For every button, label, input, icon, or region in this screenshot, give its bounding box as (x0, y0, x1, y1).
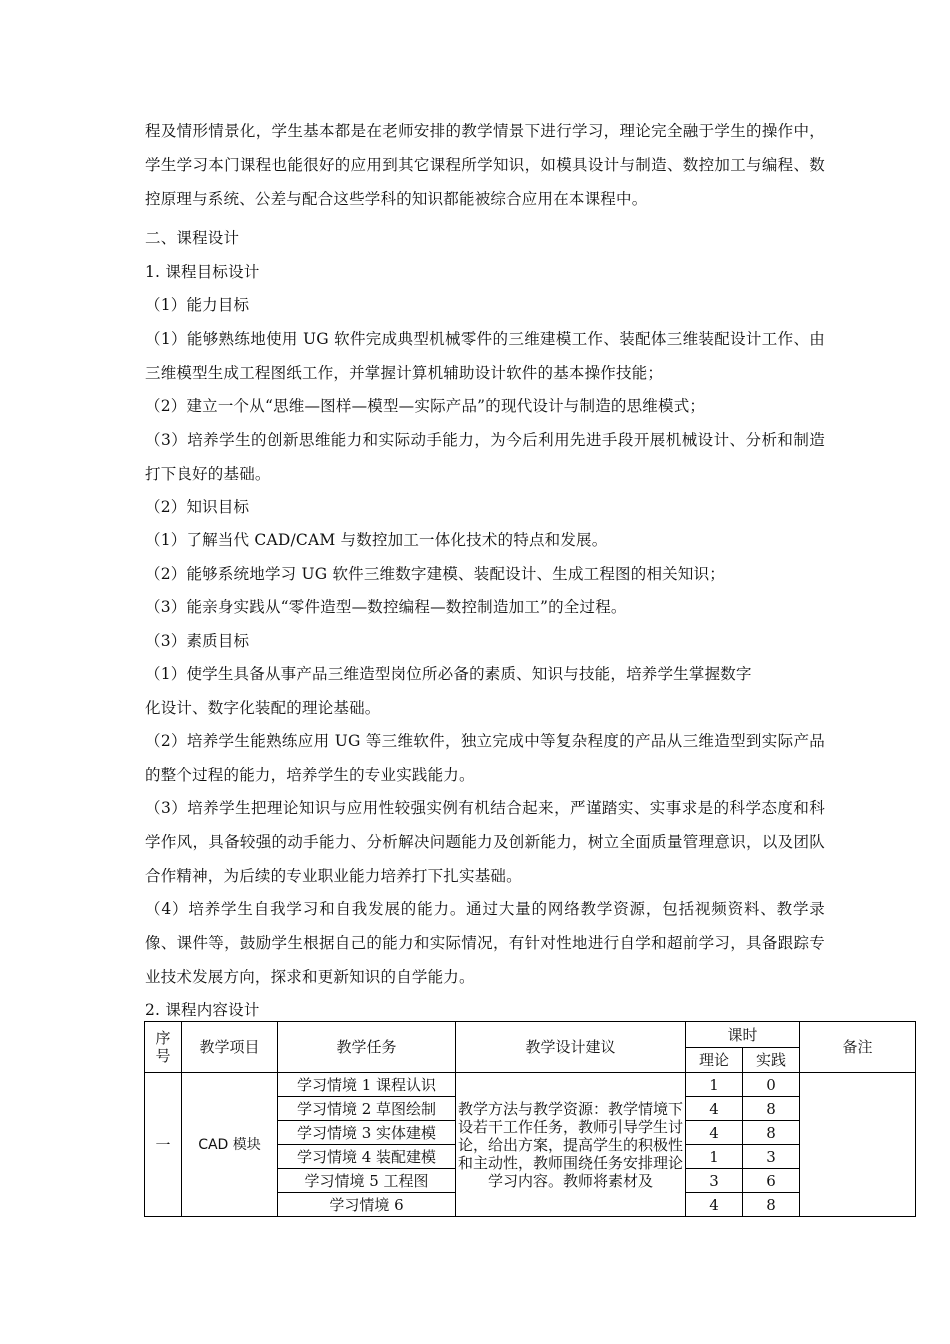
theory-hours: 4 (686, 1121, 743, 1145)
theory-hours: 1 (686, 1145, 743, 1169)
header-seq-line-2: 号 (155, 1047, 171, 1065)
task-cell: 学习情境 3 实体建模 (278, 1121, 456, 1145)
ability-goal-3: （3）培养学生的创新思维能力和实际动手能力，为今后利用先进手段开展机械设计、分析和制造打下良好的基础。 (145, 431, 825, 483)
practice-hours: 3 (743, 1145, 800, 1169)
task-cell: 学习情境 5 工程图 (278, 1169, 456, 1193)
module-seq: 一 (145, 1073, 182, 1217)
quality-goal-1-line-2: 化设计、数字化装配的理论基础。 (145, 699, 381, 717)
heading-knowledge-goals: （2）知识目标 (145, 498, 250, 516)
practice-hours: 6 (743, 1169, 800, 1193)
header-theory: 理论 (686, 1048, 743, 1073)
advice-cell: 教学方法与教学资源：教学情境下设若干工作任务，教师引导学生讨论，给出方案，提高学生的积极性和主动性，教师围绕任务安排理论学习内容。教师将素材及 (456, 1073, 686, 1217)
quality-goal-3: （3）培养学生把理论知识与应用性较强实例有机结合起来，严谨踏实、实事求是的科学态度和科学作风，具备较强的动手能力、分析解决问题能力及创新能力，树立全面质量管理意识，以及团队合作精神，为后续的专业职业能力培养打下扎实基础。 (145, 799, 825, 885)
theory-hours: 3 (686, 1169, 743, 1193)
course-content-table (144, 1021, 916, 1217)
header-hours: 课时 (686, 1022, 800, 1048)
practice-hours: 0 (743, 1073, 800, 1097)
heading-ability-goals: （1）能力目标 (145, 296, 250, 314)
theory-hours: 4 (686, 1097, 743, 1121)
task-cell: 学习情境 1 课程认识 (278, 1073, 456, 1097)
header-seq-line-1: 序 (155, 1029, 171, 1047)
header-advice: 教学设计建议 (456, 1022, 686, 1073)
knowledge-goal-1: （1）了解当代 CAD/CAM 与数控加工一体化技术的特点和发展。 (145, 531, 608, 549)
knowledge-goal-2: （2）能够系统地学习 UG 软件三维数字建模、装配设计、生成工程图的相关知识； (145, 565, 725, 583)
subheading-content-design: 2. 课程内容设计 (145, 1001, 260, 1019)
table-header-row (145, 1022, 916, 1048)
quality-goal-1-line-1: （1）使学生具备从事产品三维造型岗位所必备的素质、知识与技能，培养学生掌握数字 (145, 665, 752, 683)
practice-hours: 8 (743, 1097, 800, 1121)
theory-hours: 4 (686, 1193, 743, 1217)
table-row (145, 1073, 916, 1097)
practice-hours: 8 (743, 1121, 800, 1145)
subheading-objectives: 1. 课程目标设计 (145, 263, 260, 281)
ability-goal-1: （1）能够熟练地使用 UG 软件完成典型机械零件的三维建模工作、装配体三维装配设计工作、由三维模型生成工程图纸工作，并掌握计算机辅助设计软件的基本操作技能； (145, 330, 825, 382)
header-project: 教学项目 (182, 1022, 278, 1073)
ability-goal-2: （2）建立一个从“思维—图样—模型—实际产品”的现代设计与制造的思维模式； (145, 397, 706, 415)
task-cell: 学习情境 2 草图绘制 (278, 1097, 456, 1121)
section-heading-course-design: 二、课程设计 (145, 229, 240, 247)
practice-hours: 8 (743, 1193, 800, 1217)
header-task: 教学任务 (278, 1022, 456, 1073)
quality-goal-4: （4）培养学生自我学习和自我发展的能力。通过大量的网络教学资源，包括视频资料、教学录像、课件等，鼓励学生根据自己的能力和实际情况，有针对性地进行自学和超前学习，具备跟踪专业技术发展方向，探求和更新知识的自学能力。 (145, 900, 825, 986)
intro-paragraph: 程及情形情景化，学生基本都是在老师安排的教学情景下进行学习，理论完全融于学生的操作中，学生学习本门课程也能很好的应用到其它课程所学知识，如模具设计与制造、数控加工与编程、数控原理与系统、公差与配合这些学科的知识都能被综合应用在本课程中。 (145, 122, 825, 208)
notes-cell (800, 1073, 916, 1217)
header-notes: 备注 (800, 1022, 916, 1073)
quality-goal-2: （2）培养学生能熟练应用 UG 等三维软件，独立完成中等复杂程度的产品从三维造型到实际产品的整个过程的能力，培养学生的专业实践能力。 (145, 732, 825, 784)
theory-hours: 1 (686, 1073, 743, 1097)
task-cell: 学习情境 4 装配建模 (278, 1145, 456, 1169)
header-seq (145, 1022, 182, 1073)
header-practice: 实践 (743, 1048, 800, 1073)
heading-quality-goals: （3）素质目标 (145, 632, 250, 650)
task-cell: 学习情境 6 (278, 1193, 456, 1217)
module-name: CAD 模块 (182, 1073, 278, 1217)
knowledge-goal-3: （3）能亲身实践从“零件造型—数控编程—数控制造加工”的全过程。 (145, 598, 627, 616)
